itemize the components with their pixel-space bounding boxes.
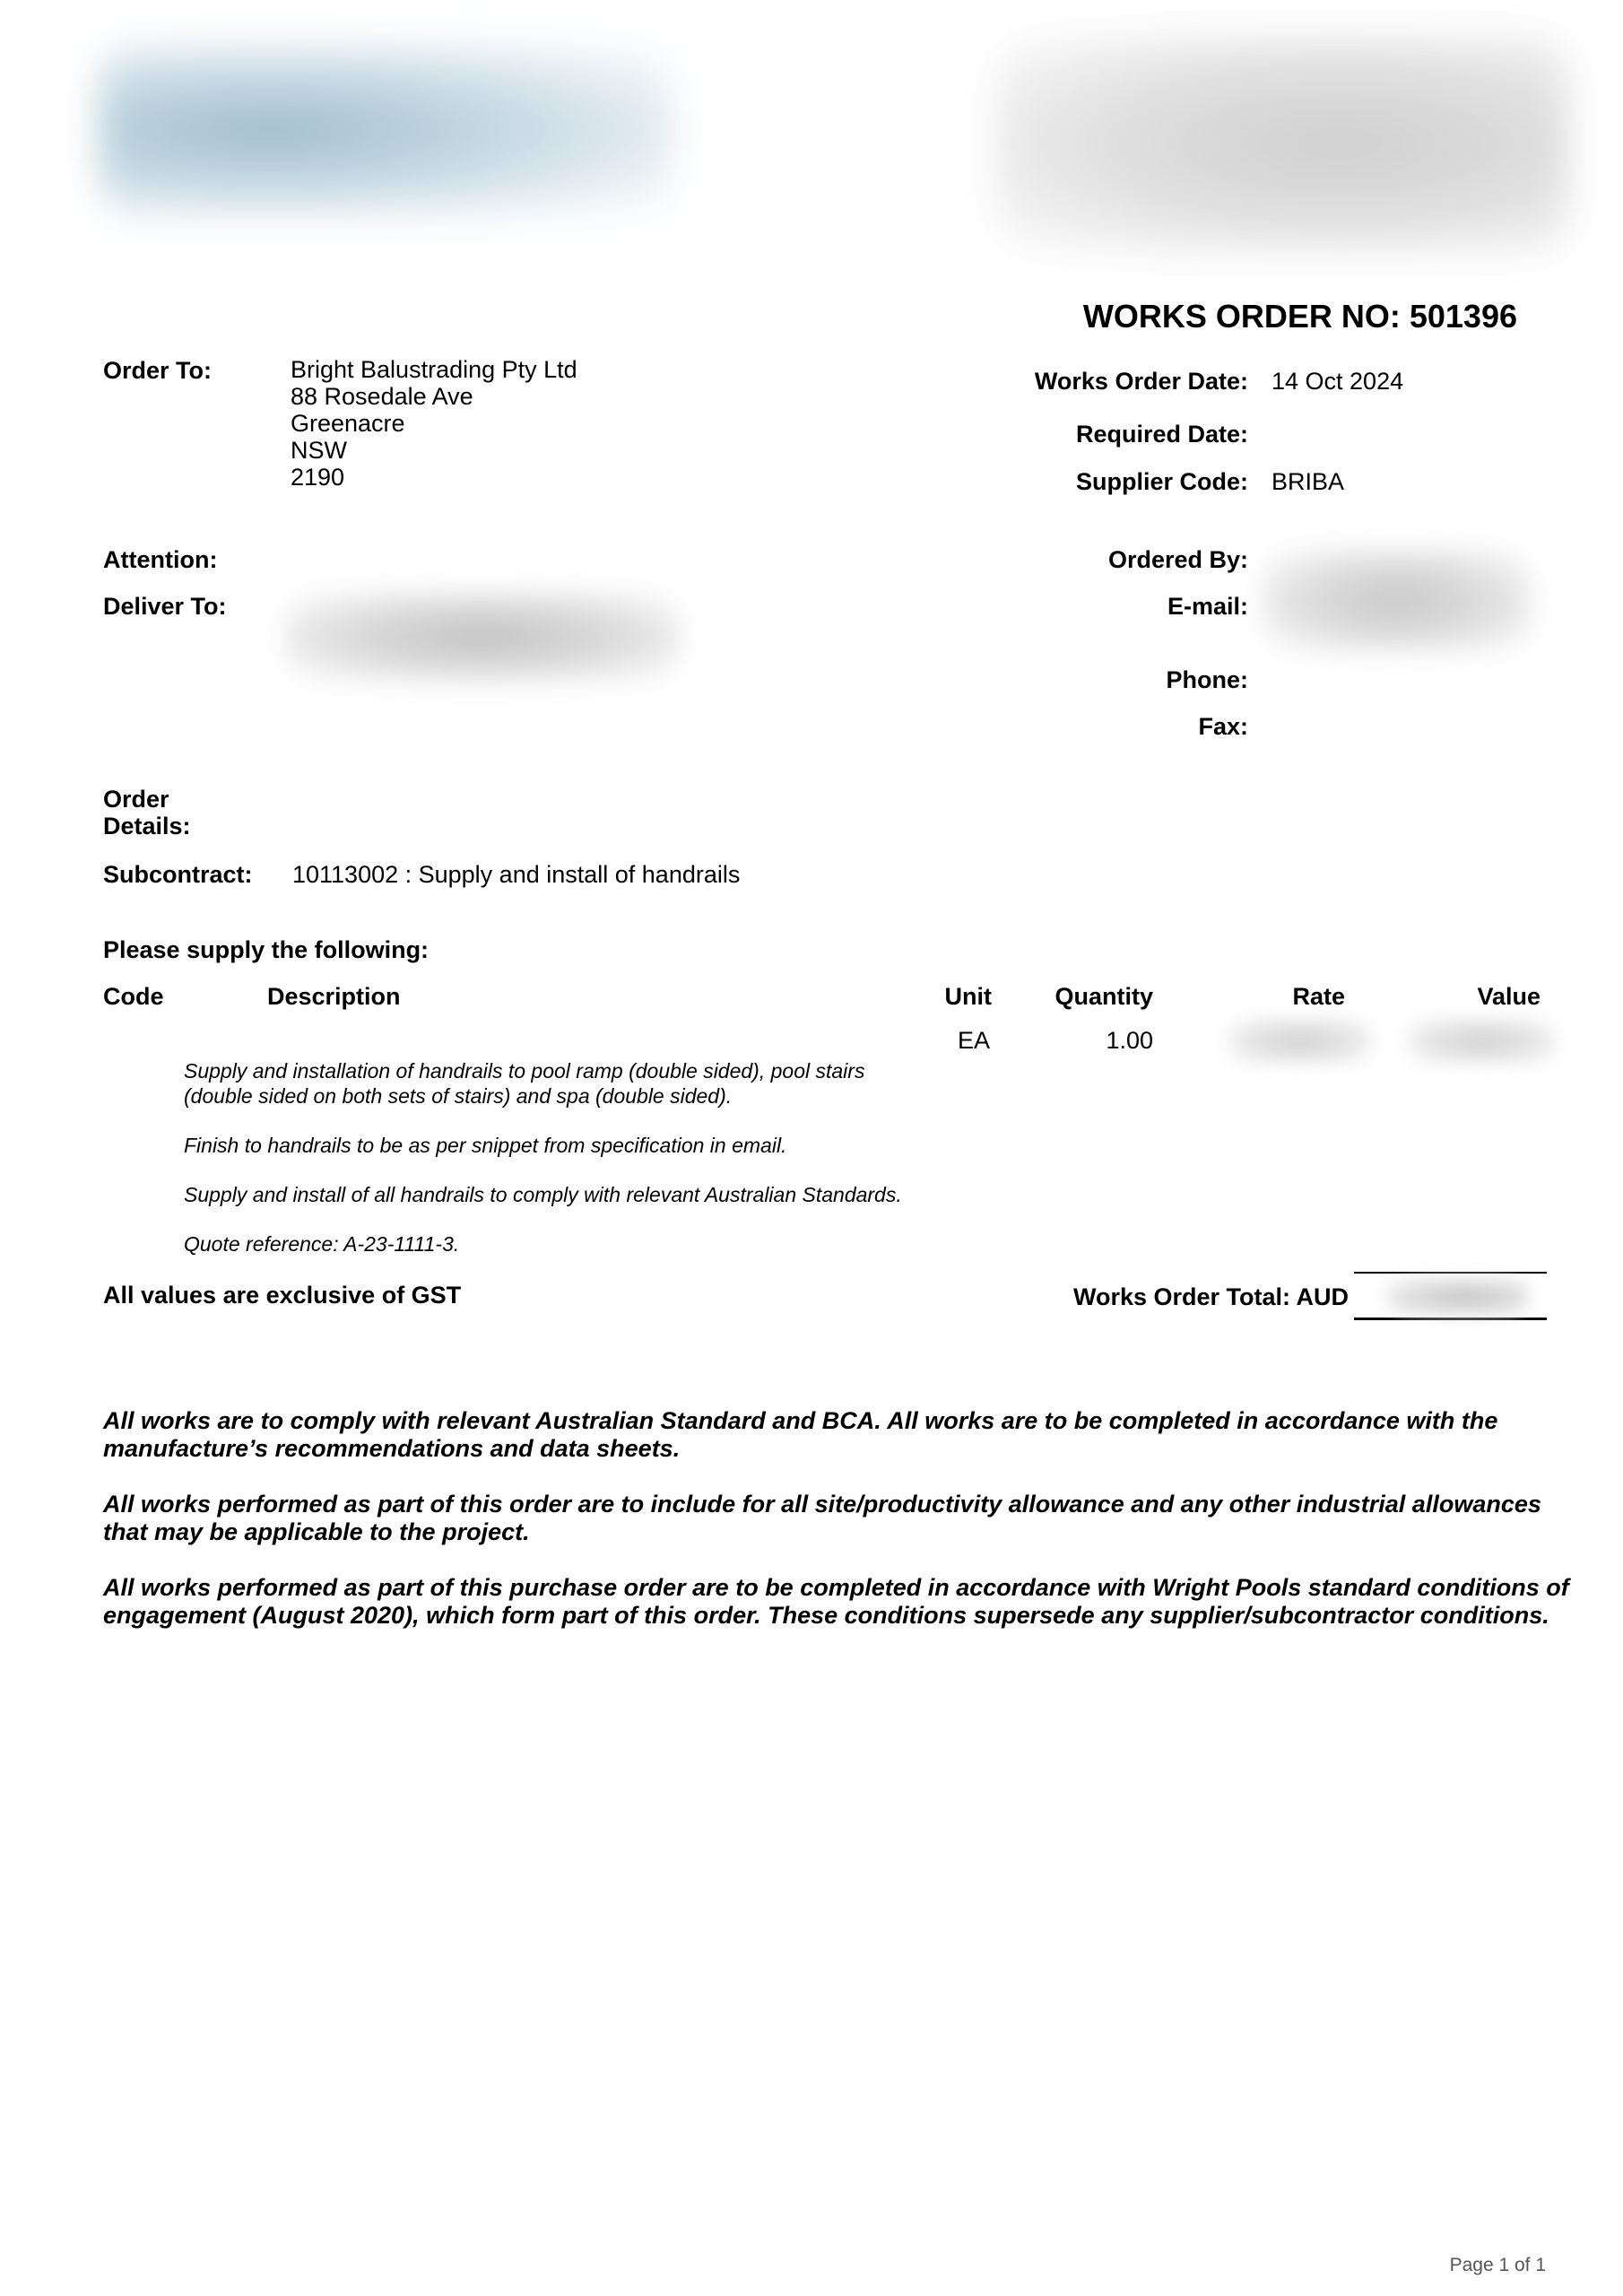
redacted-logo-left bbox=[99, 45, 673, 215]
phone-label: Phone: bbox=[1166, 666, 1248, 693]
supplier-code-value: BRIBA bbox=[1271, 468, 1345, 495]
redacted-rate bbox=[1228, 1019, 1372, 1064]
redacted-logo-right bbox=[995, 36, 1569, 251]
works-order-total-label: Works Order Total: AUD bbox=[1072, 1283, 1349, 1310]
deliver-to-label: Deliver To: bbox=[103, 593, 227, 620]
col-header-description: Description bbox=[267, 983, 401, 1010]
col-header-code: Code bbox=[103, 983, 164, 1010]
total-top-rule bbox=[1354, 1272, 1547, 1274]
terms-paragraph: All works are to comply with relevant Australian Standard and BCA. All works are to be completed in accordance with the manufacture’s recommendations and data sheets. bbox=[103, 1407, 1498, 1462]
order-details-label-line1: Order bbox=[103, 786, 169, 813]
gst-note: All values are exclusive of GST bbox=[103, 1282, 462, 1309]
subcontract-label: Subcontract: bbox=[103, 861, 253, 888]
description-line: (double sided on both sets of stairs) and spa (double sided). bbox=[184, 1084, 733, 1108]
address-line-state: NSW bbox=[291, 437, 347, 464]
address-line-street: 88 Rosedale Ave bbox=[291, 383, 473, 410]
page-number: Page 1 of 1 bbox=[1449, 2255, 1546, 2275]
row-quantity: 1.00 bbox=[1106, 1027, 1153, 1054]
description-line: Finish to handrails to be as per snippet from specification in email. bbox=[184, 1134, 787, 1157]
col-header-value: Value bbox=[1477, 983, 1541, 1010]
supply-heading: Please supply the following: bbox=[103, 936, 430, 963]
order-details-label bbox=[103, 786, 191, 839]
col-header-unit: Unit bbox=[944, 983, 992, 1010]
terms-paragraph: All works performed as part of this order are to include for all site/productivity allowance and any other industrial allowances that may be applicable to the project. bbox=[103, 1491, 1541, 1545]
address-line-postcode: 2190 bbox=[291, 464, 345, 491]
row-unit: EA bbox=[957, 1027, 990, 1054]
description-line: Supply and installation of handrails to pool ramp (double sided), pool stairs bbox=[184, 1059, 865, 1083]
subcontract-value: 10113002 : Supply and install of handrails bbox=[292, 861, 741, 888]
redacted-delivery-address bbox=[285, 592, 680, 682]
redacted-value bbox=[1408, 1019, 1556, 1064]
order-details-label-line2: Details: bbox=[103, 813, 191, 839]
attention-label: Attention: bbox=[103, 546, 218, 573]
description-line: Supply and install of all handrails to comply with relevant Australian Standards. bbox=[184, 1183, 902, 1206]
redacted-contact-details bbox=[1263, 549, 1532, 652]
row-description bbox=[184, 1058, 902, 1257]
works-order-date-value: 14 Oct 2024 bbox=[1271, 368, 1404, 395]
order-to-address bbox=[291, 356, 577, 491]
required-date-label: Required Date: bbox=[1075, 421, 1248, 448]
ordered-by-label: Ordered By: bbox=[1107, 546, 1248, 573]
terms-paragraph: All works performed as part of this purchase order are to be completed in accordance with Wright Pools standard conditions of engagement (August 2020), which form part of this order. These conditions supersede any supplier/subcontractor conditions. bbox=[103, 1574, 1569, 1629]
works-order-date-label: Works Order Date: bbox=[1034, 368, 1248, 395]
address-line-company: Bright Balustrading Pty Ltd bbox=[291, 356, 577, 383]
terms-and-conditions bbox=[103, 1407, 1574, 1657]
supplier-code-label: Supplier Code: bbox=[1075, 468, 1248, 495]
col-header-quantity: Quantity bbox=[1055, 983, 1153, 1010]
address-line-suburb: Greenacre bbox=[291, 410, 405, 437]
redacted-total bbox=[1385, 1278, 1529, 1316]
works-order-title: WORKS ORDER NO: 501396 bbox=[1082, 298, 1517, 335]
total-bottom-rule bbox=[1354, 1318, 1547, 1320]
email-label: E-mail: bbox=[1167, 593, 1248, 620]
col-header-rate: Rate bbox=[1292, 983, 1345, 1010]
fax-label: Fax: bbox=[1198, 713, 1248, 740]
description-line: Quote reference: A-23-1111-3. bbox=[184, 1232, 460, 1256]
order-to-label: Order To: bbox=[103, 357, 212, 384]
